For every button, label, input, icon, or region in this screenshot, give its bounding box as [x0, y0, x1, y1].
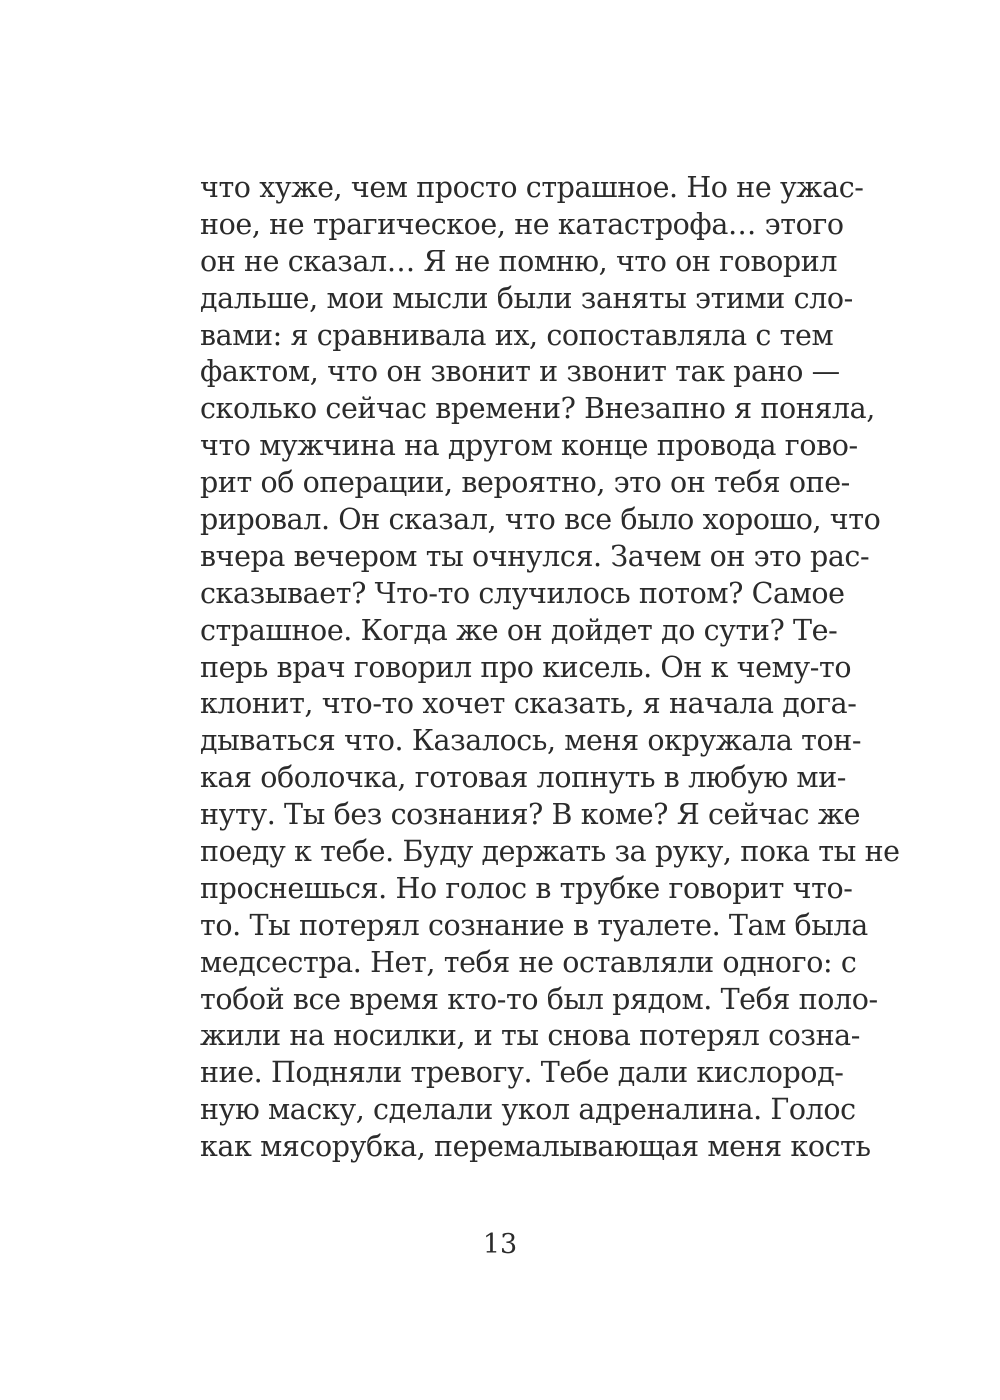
text-line: что хуже, чем просто страшное. Но не ужас-	[200, 171, 864, 204]
body-text	[200, 170, 900, 1166]
text-line: жили на носилки, и ты снова потерял созна-	[200, 1019, 860, 1053]
text-line: дываться что. Казалось, меня окружала тон-	[200, 724, 862, 758]
text-line: клонит, что-то хочет сказать, я начала дога-	[200, 687, 857, 721]
text-line: то. Ты потерял сознание в туалете. Там была	[200, 908, 868, 942]
text-line: рировал. Он сказал, что все было хорошо, что	[200, 503, 881, 537]
text-line: ную маску, сделали укол адреналина. Голос	[200, 1093, 856, 1127]
text-line: страшное. Когда же он дойдет до сути? Те-	[200, 613, 838, 647]
text-line: сказывает? Что-то случилось потом? Самое	[200, 576, 845, 610]
text-line: вчера вечером ты очнулся. Зачем он это рас-	[200, 539, 870, 573]
text-line: медсестра. Нет, тебя не оставляли одного: с	[200, 945, 857, 979]
text-line: как мясорубка, перемалывающая меня кость	[200, 1130, 871, 1164]
text-line: сколько сейчас времени? Внезапно я поняла,	[200, 392, 875, 426]
page-number: 13	[482, 1229, 518, 1260]
text-line: перь врач говорил про кисель. Он к чему-то	[200, 650, 852, 684]
text-line: что мужчина на другом конце провода гово-	[200, 429, 858, 463]
text-line: кая оболочка, готовая лопнуть в любую ми-	[200, 761, 847, 795]
text-line: ное, не трагическое, не катастрофа… этого	[200, 207, 844, 241]
text-line: тобой все время кто-то был рядом. Тебя поло-	[200, 982, 878, 1016]
text-line: вами: я сравнивала их, сопоставляла с тем	[200, 318, 834, 352]
text-line: нуту. Ты без сознания? В коме? Я сейчас же	[200, 798, 861, 832]
text-line: он не сказал… Я не помню, что он говорил	[200, 244, 838, 278]
text-line: рит об операции, вероятно, это он тебя опе-	[200, 466, 850, 500]
text-line: фактом, что он звонит и звонит так рано —	[200, 355, 840, 389]
text-line: проснешься. Но голос в трубке говорит что-	[200, 871, 853, 905]
text-line: дальше, мои мысли были заняты этими сло-	[200, 281, 853, 315]
text-line: ние. Подняли тревогу. Тебе дали кислород-	[200, 1056, 844, 1090]
text-line: поеду к тебе. Буду держать за руку, пока ты не	[200, 835, 900, 869]
